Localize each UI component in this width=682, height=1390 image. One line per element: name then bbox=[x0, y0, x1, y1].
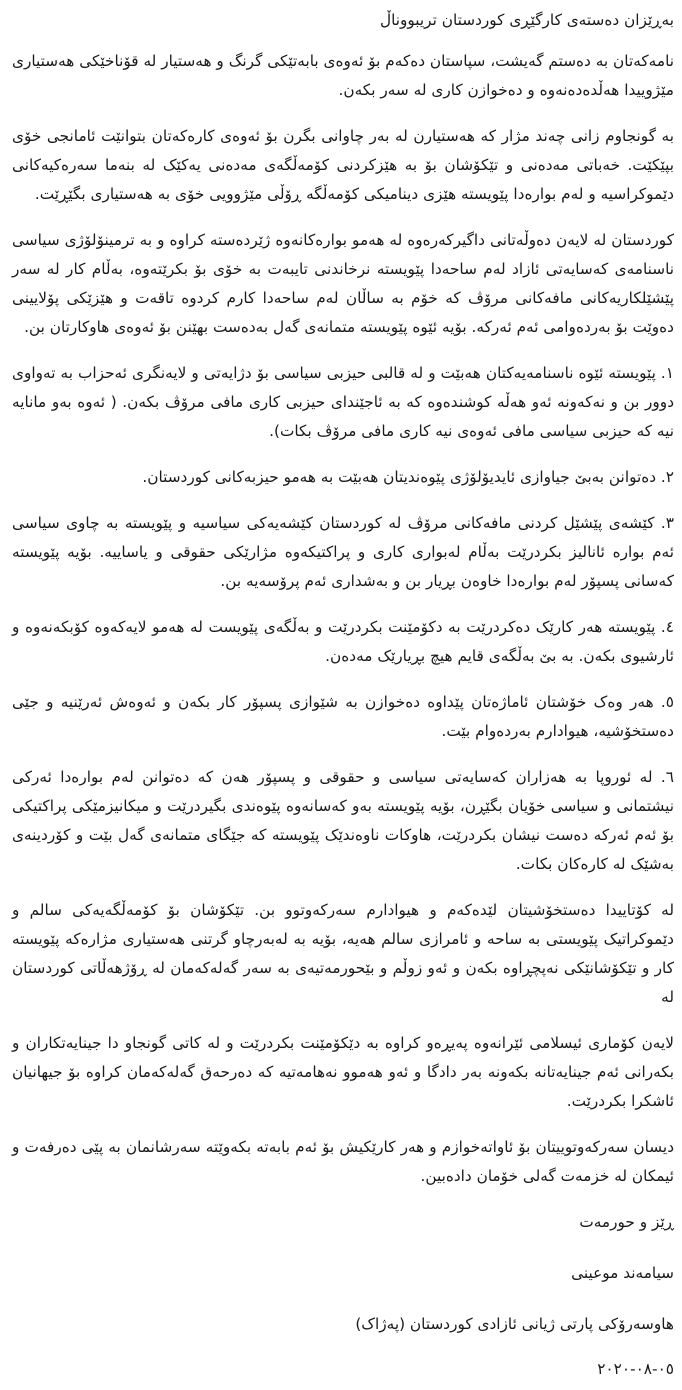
letter-point-1: ١. پێویستە ئێوە ناسنامەیەکتان هەبێت و لە قالبی حیزبی سیاسی بۆ دژایەتی و لایەنگری ئەحزاب بە تەواوی دوور بن و نەکەونە ئەو هەڵە کوشندەوە کە بە ئاجێندای حیزبی کاری مافی مرۆڤ بکەن. ( ئەوە بەو مانایە نیە کە حیزبی سیاسی مافی ئەوەی نیە کاری مافی مرۆڤ بکات). bbox=[12, 364, 674, 440]
letter-recipient: بەڕێزان دەستەی کارگێڕی کوردستان تریبووناڵ bbox=[379, 11, 674, 29]
letter-paragraph: بە گونجاوم زانی چەند مژار کە هەستیارن لە بەر چاوانی بگرن بۆ ئەوەی کارەکەتان بتوانێت ئامانجی خۆی بپێکێت. خەباتی مەدەنی و تێکۆشان بۆ بە هێزکردنی کۆمەڵگەی مەدەنی یەکێک لە بنەما سەرەکیەکانی دێموکراسیە و لەم بوارەدا پێویستە هێزی دینامیکی کۆمەڵگە ڕۆڵی مێژوویی خۆی بە هەستیاری بگێڕێت. bbox=[12, 127, 674, 203]
letter-paragraph: لایەن کۆماری ئیسلامی ئێرانەوە پەیڕەو کراوە بە دێکۆمێنت بکردرێت و لە کاتی گونجاو دا جینایەتکاران و بکەرانی ئەم جینایەتانە بکەونە بەر دادگا و ئەو هەموو نەهامەتیە کە دەرحەق گەلەکەمان کراوە بۆ جیهانیان ئاشکرا بکردرێت. bbox=[12, 1034, 674, 1110]
signature-title: هاوسەرۆکی پارتی ژیانی ئازادی کوردستان (پەژاک) bbox=[355, 1315, 674, 1333]
letter-point-5: ٥. هەر وەک خۆشتان ئاماژەتان پێداوە دەخوازن بە شێوازی پسپۆر کار بکەن و ئەوەش ئەرێنیە و جێی دەستخۆشیە، هیوادارم بەردەوام بێت. bbox=[12, 693, 674, 740]
letter-point-3: ٣. کێشەی پێشێل کردنی مافەکانی مرۆڤ لە کوردستان کێشەیەکی سیاسیە و پێویستە بە چاوی سیاسی ئەم بوارە ئانالیز بکردرێت بەڵام لەبواری کاری و پراکتیکەوە مژارێکی حقوقی و یاساییە. بۆیە پێویستە کەسانی پسپۆر لەم بوارەدا خاوەن بڕیار بن و بەشداری ئەم پرۆسەیە بن. bbox=[12, 514, 674, 590]
letter-paragraph: نامەکەتان بە دەستم گەیشت، سپاستان دەکەم بۆ ئەوەی بابەتێکی گرنگ و هەستیار لە قۆناخێکی هەستیاری مێژوییدا هەڵدەدەنەوە و دەخوازن کاری لە سەر بکەن. bbox=[12, 52, 674, 99]
letter-paragraph: کوردستان لە لایەن دەوڵەتانی داگیرکەرەوە لە هەمو بوارەکانەوە ژێردەستە کراوە و بە ترمینۆلۆژی سیاسی ناسنامەی کەسایەتی ئازاد لەم ساحەدا پێویستە نرخاندنی تایبەت بە خۆی بۆ بکرێتەوە، بەڵام کار لە سەر پێشێلکاریەکانی مافەکانی مرۆڤ کە خۆم بە ساڵان لەم ساحەدا کارم کردوە تاقەت و هێزێکی پۆلایینی دەوێت بۆ بەردەوامی ئەم ئەرکە. بۆیە ئێوە پێویستە متمانەی گەل بەدەست بهێنن بۆ ئەوەی هاوکارتان بن. bbox=[12, 231, 674, 336]
signature-name: سیامەند موعینی bbox=[571, 1264, 674, 1282]
letter-point-4: ٤. پێویستە هەر کارێک دەکردرێت بە دکۆمێنت بکردرێت و بەڵگەی پێویست لە هەمو لایەکەوە کۆبکەنەوە و ئارشیوی بکەن. بە بێ بەڵگەی قایم هیچ بڕیارێک مەدەن. bbox=[12, 618, 674, 665]
letter-paragraph: لە کۆتاییدا دەستخۆشیتان لێدەکەم و هیوادارم سەرکەوتوو بن. تێکۆشان بۆ کۆمەڵگەیەکی سالم و دێموکراتیک پێویستی بە ساحە و ئامرازی سالم هەیە، بۆیە بە لەبەرچاو گرتنی هەستیاری مژارەکە پێویستە کار و تێکۆشانێکی نەپچڕاوە بکەن و ئەو زوڵم و بێحورمەتیەی بە سەر گەلەکەمان لە ڕۆژهەڵاتی کوردستان لە bbox=[12, 901, 674, 1006]
letter-paragraph: دیسان سەرکەوتوییتان بۆ ئاواتەخوازم و هەر کارێکیش بۆ ئەم بابەتە بکەوێتە سەرشانمان بە پێی دەرفەت و ئیمکان لە خزمەت گەلی خۆمان دادەبین. bbox=[12, 1138, 674, 1185]
letter-closing: ڕێز و حورمەت bbox=[579, 1213, 674, 1231]
letter-point-2: ٢. دەتوانن بەبێ جیاوازی ئایدیۆلۆژی پێوەندیتان هەبێت بە هەمو حیزبەکانی کوردستان. bbox=[142, 468, 674, 486]
letter-point-6: ٦. لە ئوروپا بە هەزاران کەسایەتی سیاسی و حقوقی و پسپۆر هەن کە دەتوانن لەم بوارەدا ئەرکی نیشتمانی و سیاسی خۆیان بگێڕن، بۆیە پێویستە بەو کەسانەوە پێوەندی بگیردرێت و میکانیزمێکی پراکتیکی بۆ ئەم ئەرکە دەست نیشان بکردرێت، هاوکات ناوەندێک پێویستە کە جێگای متمانەی گەل بێت و کۆردینەی بەشێک لە کارەکان بکات. bbox=[12, 768, 674, 873]
letter-date: ٠٥-٠٨-٢٠٢٠ bbox=[597, 1360, 674, 1378]
